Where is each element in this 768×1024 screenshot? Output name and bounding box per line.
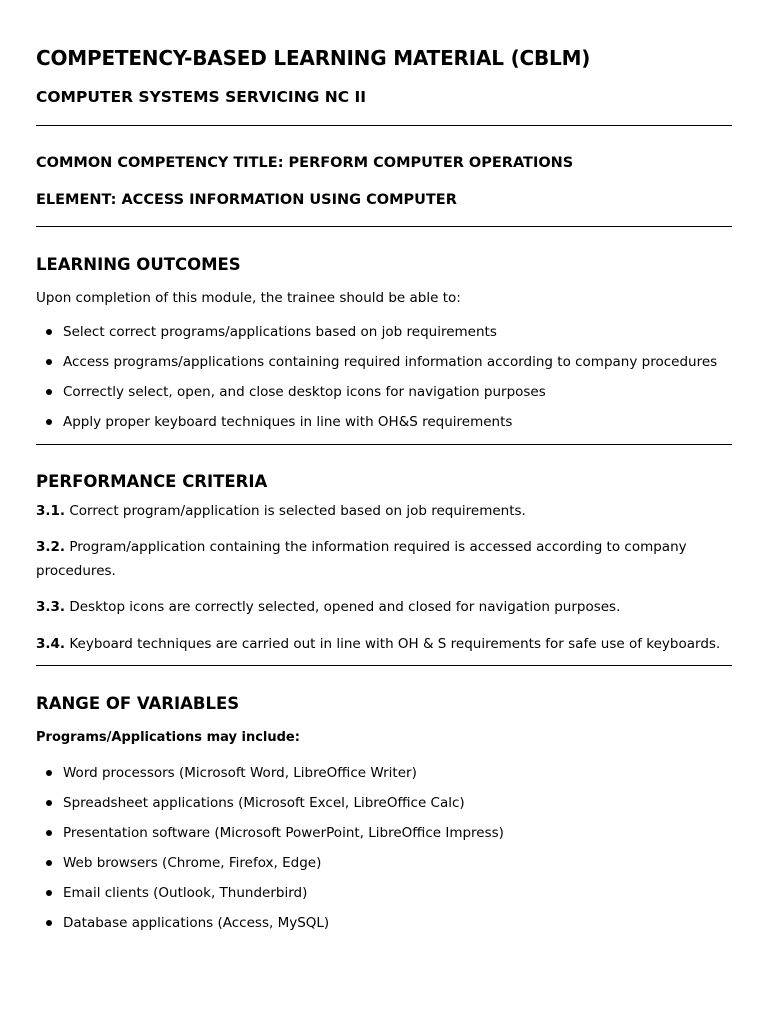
criterion-number: 3.1. xyxy=(36,503,66,519)
criterion-item: 3.4. Keyboard techniques are carried out in line with OH & S requirements for safe use of keyboards. xyxy=(36,636,721,652)
element-title: ELEMENT: ACCESS INFORMATION USING COMPUTER xyxy=(36,192,457,208)
range-sublabel: Programs/Applications may include: xyxy=(36,730,300,745)
criterion-number: 3.4. xyxy=(36,636,66,652)
bullet-icon xyxy=(46,800,52,806)
document-title: COMPETENCY-BASED LEARNING MATERIAL (CBLM) xyxy=(36,46,591,70)
learning-outcomes-intro: Upon completion of this module, the trainee should be able to: xyxy=(36,290,461,306)
divider xyxy=(36,665,732,666)
bullet-icon xyxy=(46,389,52,395)
list-item: Database applications (Access, MySQL) xyxy=(36,914,732,944)
list-item: Select correct programs/applications based on job requirements xyxy=(36,323,732,353)
list-item: Spreadsheet applications (Microsoft Excel, LibreOffice Calc) xyxy=(36,794,732,824)
list-item: Email clients (Outlook, Thunderbird) xyxy=(36,884,732,914)
list-item: Apply proper keyboard techniques in line with OH&S requirements xyxy=(36,413,732,443)
criterion-item: 3.3. Desktop icons are correctly selected, opened and closed for navigation purposes. xyxy=(36,599,621,615)
learning-outcomes-list xyxy=(36,323,732,443)
criterion-item: 3.1. Correct program/application is selected based on job requirements. xyxy=(36,503,526,519)
section-heading-range-of-variables: RANGE OF VARIABLES xyxy=(36,694,240,713)
competency-title: COMMON COMPETENCY TITLE: PERFORM COMPUTER OPERATIONS xyxy=(36,155,574,171)
bullet-icon xyxy=(46,830,52,836)
bullet-icon xyxy=(46,860,52,866)
bullet-icon xyxy=(46,770,52,776)
range-list xyxy=(36,764,732,944)
divider xyxy=(36,444,732,445)
bullet-icon xyxy=(46,419,52,425)
section-heading-learning-outcomes: LEARNING OUTCOMES xyxy=(36,255,241,274)
criterion-number: 3.3. xyxy=(36,599,66,615)
criterion-number: 3.2. xyxy=(36,539,66,555)
bullet-icon xyxy=(46,359,52,365)
list-item: Access programs/applications containing required information according to company procedures xyxy=(36,353,732,383)
divider xyxy=(36,125,732,126)
list-item: Web browsers (Chrome, Firefox, Edge) xyxy=(36,854,732,884)
list-item: Presentation software (Microsoft PowerPoint, LibreOffice Impress) xyxy=(36,824,732,854)
bullet-icon xyxy=(46,920,52,926)
divider xyxy=(36,226,732,227)
bullet-icon xyxy=(46,890,52,896)
list-item: Correctly select, open, and close desktop icons for navigation purposes xyxy=(36,383,732,413)
list-item: Word processors (Microsoft Word, LibreOffice Writer) xyxy=(36,764,732,794)
criterion-item: 3.2. Program/application containing the information required is accessed according to company procedures. xyxy=(36,539,687,579)
section-heading-performance-criteria: PERFORMANCE CRITERIA xyxy=(36,472,268,491)
document-subtitle: COMPUTER SYSTEMS SERVICING NC II xyxy=(36,88,367,106)
bullet-icon xyxy=(46,329,52,335)
